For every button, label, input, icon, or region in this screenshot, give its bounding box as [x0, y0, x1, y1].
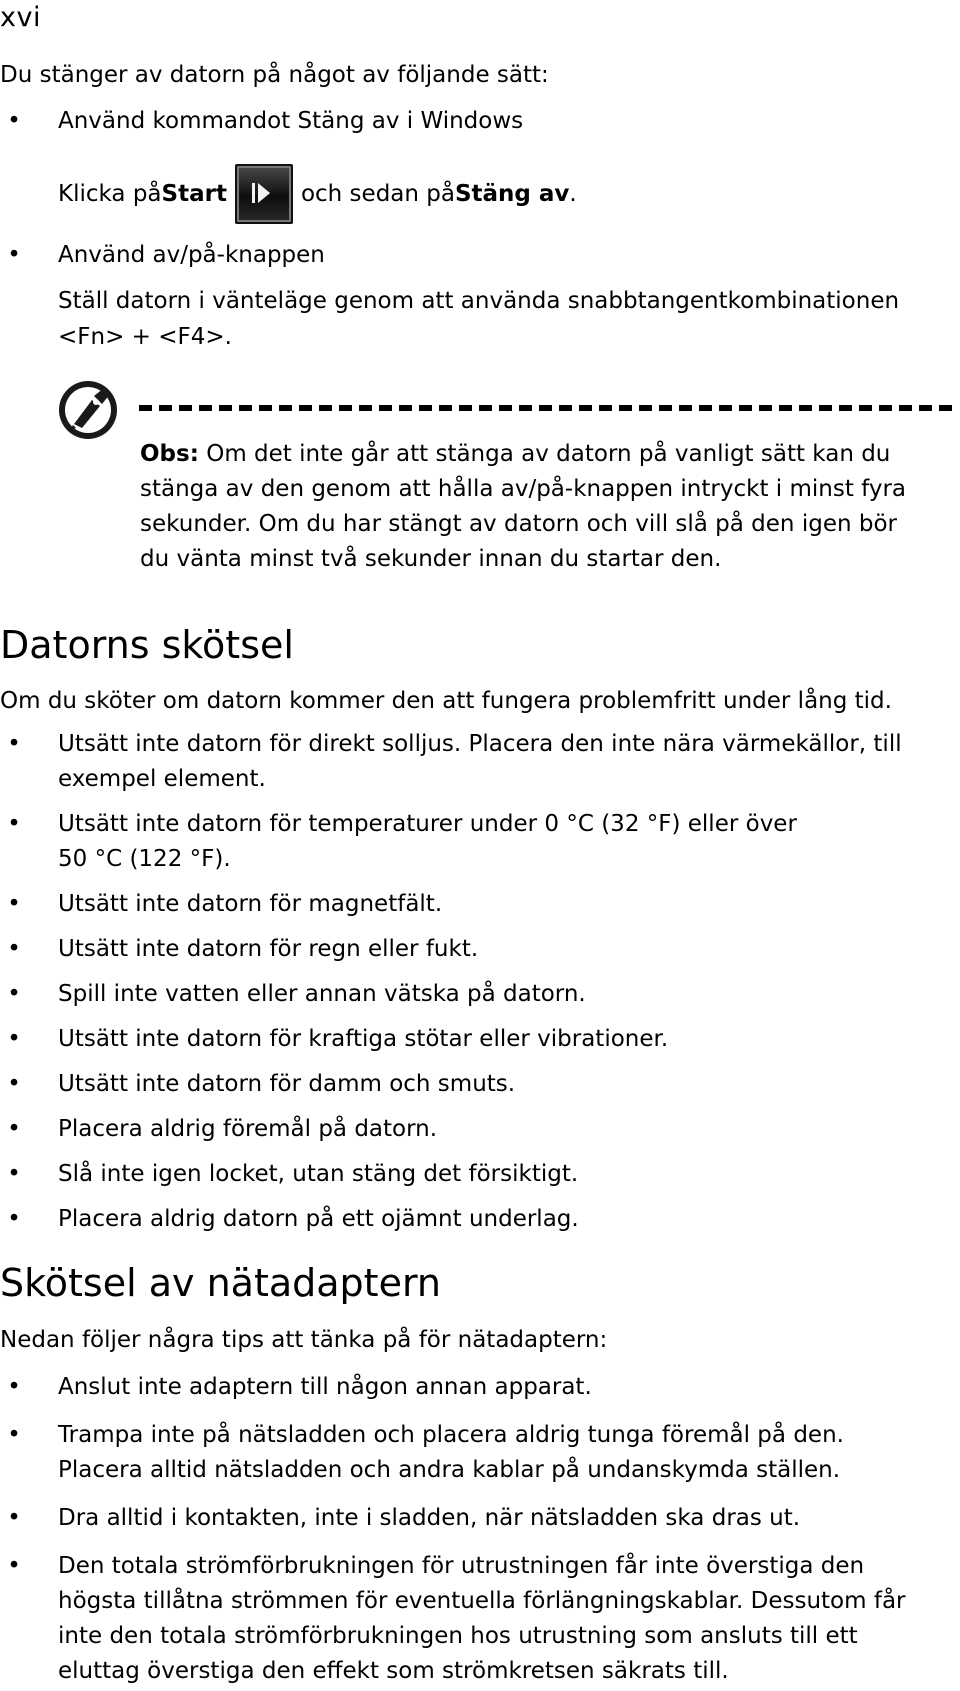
bullet: •	[7, 1505, 21, 1531]
shutdown-label: Stäng av	[454, 181, 570, 207]
bullet: •	[7, 981, 21, 1007]
list-item-text: Utsätt inte datorn för damm och smuts.	[58, 1071, 516, 1097]
list-item-text: Utsätt inte datorn för kraftiga stötar eller vibrationer.	[58, 1026, 669, 1052]
care-intro: Om du sköter om datorn kommer den att fungera problemfritt under lång tid.	[0, 688, 892, 714]
list-item	[0, 977, 902, 1012]
list-item	[0, 1022, 902, 1057]
bullet: •	[7, 1206, 21, 1232]
bullet: •	[7, 1026, 21, 1052]
bullet: •	[7, 891, 21, 917]
list-item	[0, 1112, 902, 1147]
care-heading: Datorns skötsel	[0, 623, 294, 667]
list-item-text: Utsätt inte datorn för direkt solljus. Placera den inte nära värmekällor, till exempel element.	[58, 731, 902, 792]
detail-middle: och sedan på	[300, 181, 455, 207]
start-label: Start	[161, 181, 227, 207]
page-number: xvi	[0, 2, 41, 33]
list-item	[0, 807, 902, 877]
shutdown-method-1-title: Använd kommandot Stäng av i Windows	[58, 108, 524, 134]
adapter-list	[0, 1370, 906, 1689]
bullet: •	[7, 1374, 21, 1400]
bullet: •	[7, 108, 21, 134]
note-text	[140, 437, 906, 577]
note-label: Obs:	[140, 441, 199, 467]
list-item-text: Placera aldrig datorn på ett ojämnt underlag.	[58, 1206, 579, 1232]
shutdown-intro: Du stänger av datorn på något av följande sätt:	[0, 62, 549, 88]
adapter-heading: Skötsel av nätadaptern	[0, 1261, 441, 1305]
shutdown-method-2-title: Använd av/på-knappen	[58, 242, 325, 268]
list-item-text: Slå inte igen locket, utan stäng det försiktigt.	[58, 1161, 579, 1187]
bullet: •	[7, 1116, 21, 1142]
bullet: •	[7, 811, 21, 837]
adapter-intro: Nedan följer några tips att tänka på för nätadaptern:	[0, 1327, 608, 1353]
note-body: Om det inte går att stänga av datorn på vanligt sätt kan du stänga av den genom att hålla av/på-knappen intryckt i minst fyra sekunder. Om du har stängt av datorn och vill slå på den igen bör du vänta minst två sekunder innan du startar den.	[140, 441, 907, 572]
list-item	[0, 1501, 906, 1536]
shutdown-method-1-detail	[58, 162, 577, 226]
list-item-text: Trampa inte på nätsladden och placera aldrig tunga föremål på den. Placera alltid nätsladden och andra kablar på undanskymda ställen.	[58, 1422, 844, 1483]
bullet: •	[7, 1553, 21, 1579]
list-item	[0, 727, 902, 797]
list-item	[0, 1549, 906, 1689]
list-item-text: Anslut inte adaptern till någon annan apparat.	[58, 1374, 592, 1400]
list-item	[0, 1067, 902, 1102]
list-item	[0, 932, 902, 967]
note-pen-icon	[56, 378, 120, 442]
care-list	[0, 727, 902, 1237]
bullet: •	[7, 936, 21, 962]
list-item	[0, 1202, 902, 1237]
shutdown-method-2-detail-line2: <Fn> + <F4>.	[58, 324, 232, 350]
list-item-text: Den totala strömförbrukningen för utrustningen får inte överstiga den högsta tillåtna strömmen för eventuella förlängningskablar. Dessutom får inte den totala strömförbrukningen hos utrustning som ansluts till ett eluttag överstiga den effekt som strömkretsen säkrats till.	[58, 1553, 906, 1684]
detail-suffix: .	[569, 181, 577, 207]
bullet: •	[7, 1422, 21, 1448]
bullet: •	[7, 242, 21, 268]
list-item-text: Utsätt inte datorn för regn eller fukt.	[58, 936, 479, 962]
bullet: •	[7, 1161, 21, 1187]
start-button-icon	[235, 164, 293, 224]
bullet: •	[7, 731, 21, 757]
shutdown-method-2-detail-line1: Ställ datorn i vänteläge genom att använda snabbtangentkombinationen	[58, 288, 900, 314]
list-item-text: Utsätt inte datorn för temperaturer under 0 °C (32 °F) eller över 50 °C (122 °F).	[58, 811, 797, 872]
list-item-text: Spill inte vatten eller annan vätska på datorn.	[58, 981, 586, 1007]
detail-prefix: Klicka på	[58, 181, 162, 207]
list-item	[0, 1370, 906, 1405]
list-item-text: Utsätt inte datorn för magnetfält.	[58, 891, 443, 917]
list-item	[0, 1157, 902, 1192]
list-item	[0, 1418, 906, 1488]
list-item-text: Dra alltid i kontakten, inte i sladden, när nätsladden ska dras ut.	[58, 1505, 801, 1531]
list-item	[0, 887, 902, 922]
note-divider	[139, 405, 959, 411]
bullet: •	[7, 1071, 21, 1097]
list-item-text: Placera aldrig föremål på datorn.	[58, 1116, 438, 1142]
